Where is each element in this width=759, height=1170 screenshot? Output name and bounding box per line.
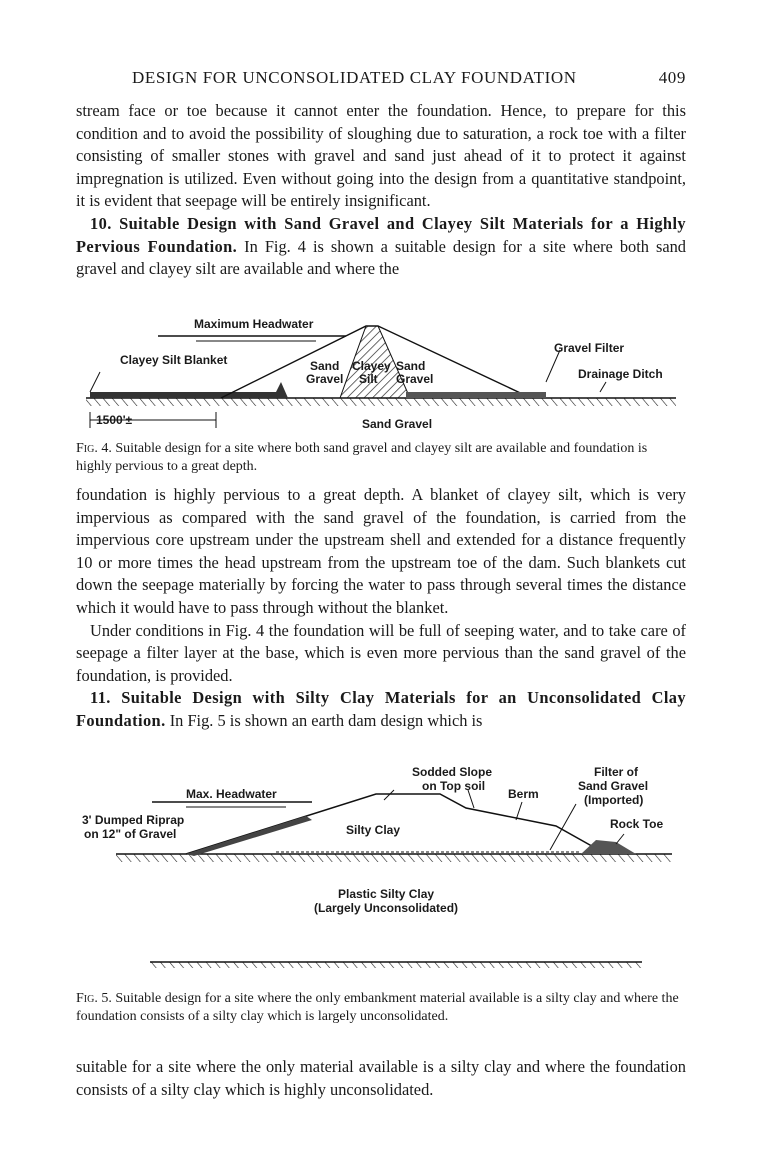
page-number: 409	[658, 68, 686, 87]
paragraph-1: stream face or toe because it cannot enter the foundation. Hence, to prepare for this condition and to avoid the possibility of sloughing due to saturation, a rock toe with a filter consisting of smaller stones with gravel and sand just ahead of it to protect it against impregnation is utilized. Even without going into the design from a quantitative standpoint, it is evident that seepage will be entirely insignificant.	[76, 101, 686, 211]
fig5-label-imported: (Imported)	[584, 793, 644, 807]
fig4-label-sand-left: Sand	[310, 359, 340, 373]
riprap-layer	[186, 816, 312, 856]
fig4-label-gravel-left: Gravel	[306, 372, 344, 386]
paragraph-4: suitable for a site where the only material available is a silty clay and where the foundation consists of a silty clay which is highly unconsolidated.	[76, 1057, 686, 1099]
fig5-label-rock-toe: Rock Toe	[610, 817, 664, 831]
fig5-label-silty-clay: Silty Clay	[346, 823, 401, 837]
fig5-label-largely-unconsolidated: (Largely Unconsolidated)	[314, 901, 459, 915]
fig4-label-drainage-ditch: Drainage Ditch	[578, 367, 663, 381]
section-11-paragraph	[76, 687, 686, 732]
body-text-top	[76, 100, 686, 281]
fig5-label-on-top-soil: on Top soil	[422, 779, 486, 793]
fig4-label-sand-gravel: Sand Gravel	[362, 417, 433, 431]
figure-5-diagram	[76, 764, 686, 986]
fig4-label-gravel-filter: Gravel Filter	[554, 341, 625, 355]
fig4-label-gravel-right: Gravel	[396, 372, 434, 386]
paragraph-2: foundation is highly pervious to a great depth. A blanket of clayey silt, which is very impervious as compared with the sand gravel of the foundation, is carried from the impervious core upstream under the upstream shell and extended for a distance frequently 10 or more times the head upstream from the upstream toe of the dam. Such blankets cut down the seepage materially by forcing the water to pass through several times the distance which it would have to pass through without the blanket.	[76, 485, 686, 617]
fig5-label-sodded-slope: Sodded Slope	[412, 765, 493, 779]
section-11-heading: 11. Suitable Design with Silty Clay Materials for an Unconsolidated Clay Foundation.	[76, 688, 686, 730]
fig4-label-sand-right: Sand	[396, 359, 426, 373]
fig5-caption-text: Suitable design for a site where the only embankment material available is a silty clay and where the foundation consists of a silty clay which is largely unconsolidated.	[76, 991, 679, 1024]
bottom-rock	[150, 962, 642, 968]
fig4-caption-lead: Fig. 4.	[76, 441, 112, 456]
section-10-text: In Fig. 4 is shown a suitable design for a site where both sand gravel and clayey silt are available and where the	[76, 236, 686, 279]
section-10-heading: 10. Suitable Design with Sand Gravel and Clayey Silt Materials for a Highly Pervious Foundation.	[76, 213, 686, 256]
fig5-label-plastic-silty-clay: Plastic Silty Clay	[338, 887, 435, 901]
foundation-ground	[86, 398, 676, 406]
fig5-caption-lead: Fig. 5.	[76, 991, 112, 1006]
section-10-paragraph	[76, 213, 686, 281]
figure-5-caption	[76, 990, 686, 1026]
fig4-label-clayey: Clayey	[352, 359, 391, 373]
body-text-bottom	[76, 1056, 686, 1101]
fig4-label-clayey-silt-blanket: Clayey Silt Blanket	[120, 353, 228, 367]
section-11-text: In Fig. 5 is shown an earth dam design which is	[169, 710, 483, 730]
gravel-filter-layer	[406, 392, 546, 398]
fig5-label-max-headwater: Max. Headwater	[186, 787, 277, 801]
fig5-label-sand-gravel: Sand Gravel	[578, 779, 649, 793]
fig5-label-filter-of: Filter of	[594, 765, 638, 779]
body-text-middle	[76, 484, 686, 733]
running-header	[76, 68, 686, 92]
fig5-label-riprap-1: 3' Dumped Riprap	[82, 813, 185, 827]
figure-4-caption	[76, 440, 686, 476]
paragraph-3: Under conditions in Fig. 4 the foundation will be full of seeping water, and to take care of seepage a filter layer at the base, which is even more pervious than the sand gravel of the foundation, is provided.	[76, 620, 686, 685]
fig4-label-silt: Silt	[359, 372, 378, 386]
figure-4-diagram	[76, 312, 686, 436]
running-title: DESIGN FOR UNCONSOLIDATED CLAY FOUNDATION	[132, 68, 577, 87]
fig5-label-berm: Berm	[508, 787, 539, 801]
fig5-label-riprap-2: on 12" of Gravel	[84, 827, 177, 841]
fig4-label-distance: 1500'±	[96, 413, 133, 427]
ground-band	[116, 854, 672, 862]
fig4-label-max-headwater: Maximum Headwater	[194, 317, 314, 331]
clayey-silt-blanket	[90, 382, 288, 398]
rock-toe	[581, 840, 636, 854]
fig4-caption-text: Suitable design for a site where both sand gravel and clayey silt are available and foundation is highly pervious to a great depth.	[76, 441, 648, 474]
